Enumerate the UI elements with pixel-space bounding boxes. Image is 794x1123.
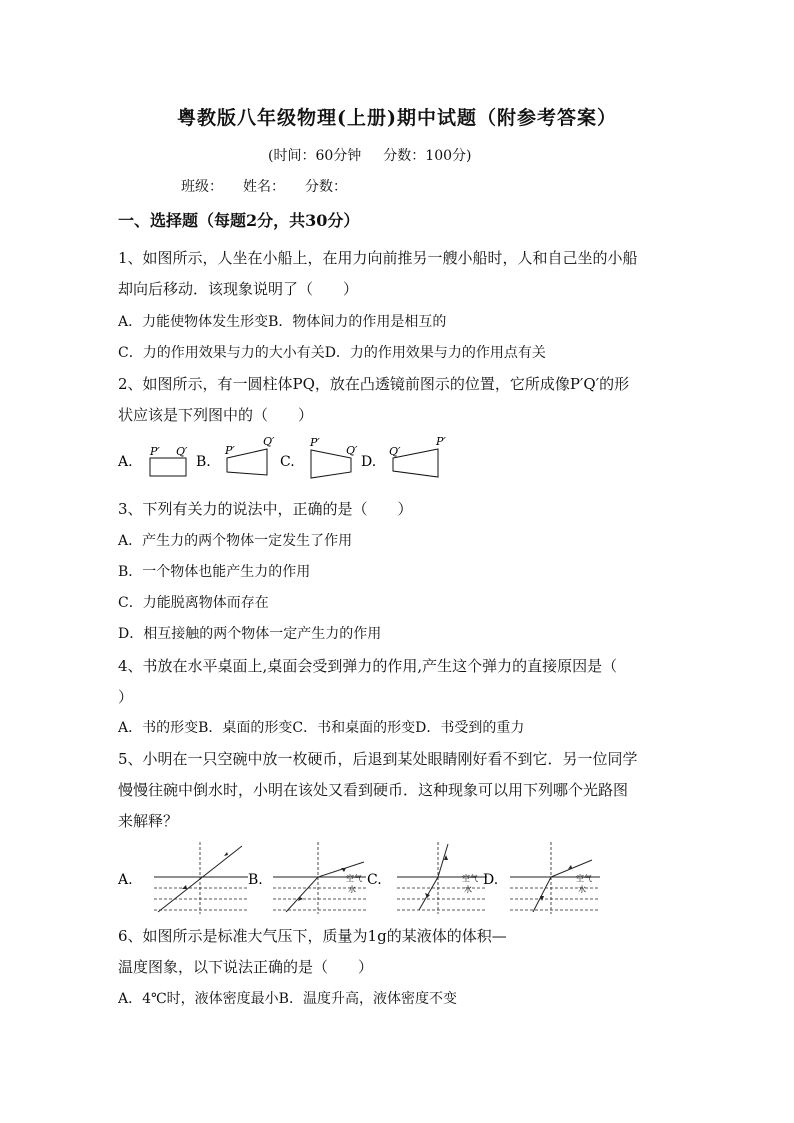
- q2-b-label-p: P′: [225, 444, 235, 457]
- q5-diagram-b: [273, 842, 366, 914]
- q2-b-label-q: Q′: [263, 435, 275, 448]
- q2-c-label-q: Q′: [346, 444, 358, 457]
- q2-a-shape: [150, 458, 186, 476]
- q2-line1: 2、如图所示，有一圆柱体PQ，放在凸透镜前图示的位置，它所成像P′Q′的形: [118, 375, 630, 393]
- q5-diagram-a: [154, 842, 248, 914]
- student-info: [181, 176, 367, 196]
- q5-diagram-d: [510, 842, 600, 914]
- q3-option-d: D．相互接触的两个物体一定产生力的作用: [118, 626, 382, 642]
- score-label: 分数：: [305, 179, 347, 195]
- q6-line2: 温度图象，以下说法正确的是（ ）: [118, 958, 374, 976]
- page-title: 粤教版八年级物理(上册)期中试题（附参考答案）: [177, 107, 617, 129]
- q2-a-label-p: P′: [150, 445, 160, 458]
- q5-b-water-label: 水: [348, 885, 356, 894]
- q5-options-figure: [110, 838, 610, 918]
- exam-meta: [268, 145, 471, 165]
- q5-d-air-label: 空气: [576, 874, 592, 883]
- q5-opt-a: A.: [118, 872, 133, 888]
- q2-d-label-p: P′: [436, 435, 446, 448]
- q4-line1: 4、书放在水平桌面上,桌面会受到弹力的作用,产生这个弹力的直接原因是（: [118, 657, 618, 675]
- q3-option-a: A．产生力的两个物体一定发生了作用: [118, 533, 353, 549]
- exam-total-score: 分数：100分): [383, 148, 472, 164]
- q5-opt-c: C.: [367, 872, 382, 888]
- q1-options-ab: A．力能使物体发生形变B．物体间力的作用是相互的: [118, 314, 447, 330]
- q2-c-shape: [311, 450, 351, 478]
- q1-line1: 1、如图所示，人坐在小船上，在用力向前推另一艘小船时，人和自己坐的小船: [118, 249, 638, 267]
- q5-line3: 来解释？: [118, 812, 179, 830]
- q6-line1: 6、如图所示是标准大气压下，质量为1g的某液体的体积—: [118, 927, 507, 945]
- section-title: 一、选择题（每题2分，共30分）: [118, 211, 360, 230]
- q4-line2: ）: [118, 688, 134, 706]
- q5-opt-b: B.: [248, 872, 263, 888]
- q5-d-water-label: 水: [578, 885, 586, 894]
- q1-options-cd: C．力的作用效果与力的大小有关D．力的作用效果与力的作用点有关: [118, 345, 546, 361]
- q1-line2: 却向后移动．该现象说明了（ ）: [118, 280, 359, 298]
- q4-options: A．书的形变B．桌面的形变C．书和桌面的形变D．书受到的重力: [118, 720, 525, 736]
- q2-opt-c: C.: [280, 454, 295, 470]
- q2-opt-b: B.: [196, 454, 211, 470]
- q2-a-label-q: Q′: [176, 445, 188, 458]
- exam-time: (时间：60分钟: [268, 148, 362, 164]
- q3-option-c: C．力能脱离物体而存在: [118, 595, 269, 611]
- class-label: 班级：: [181, 179, 223, 195]
- q5-line2: 慢慢往碗中倒水时，小明在该处又看到硬币．这种现象可以用下列哪个光路图: [118, 781, 629, 799]
- q5-b-air-label: 空气: [346, 874, 362, 883]
- q2-line2: 状应该是下列图中的（ ）: [118, 406, 314, 424]
- q5-diagram-c: [397, 842, 487, 914]
- q2-opt-d: D.: [361, 454, 377, 470]
- name-label: 姓名：: [243, 179, 285, 195]
- q5-opt-d: D.: [483, 872, 499, 888]
- q5-c-water-label: 水: [464, 885, 472, 894]
- q2-options-figure: [110, 432, 460, 484]
- q2-c-label-p: P′: [310, 436, 320, 449]
- q5-c-air-label: 空气: [462, 874, 478, 883]
- q3-line1: 3、下列有关力的说法中，正确的是（ ）: [118, 500, 413, 518]
- q3-option-b: B．一个物体也能产生力的作用: [118, 564, 311, 580]
- q2-d-label-q: Q′: [389, 445, 401, 458]
- q6-options: A．4℃时，液体密度最小B．温度升高，液体密度不变: [118, 991, 457, 1007]
- q2-opt-a: A.: [118, 454, 133, 470]
- q5-line1: 5、小明在一只空碗中放一枚硬币，后退到某处眼睛刚好看不到它．另一位同学: [118, 750, 638, 768]
